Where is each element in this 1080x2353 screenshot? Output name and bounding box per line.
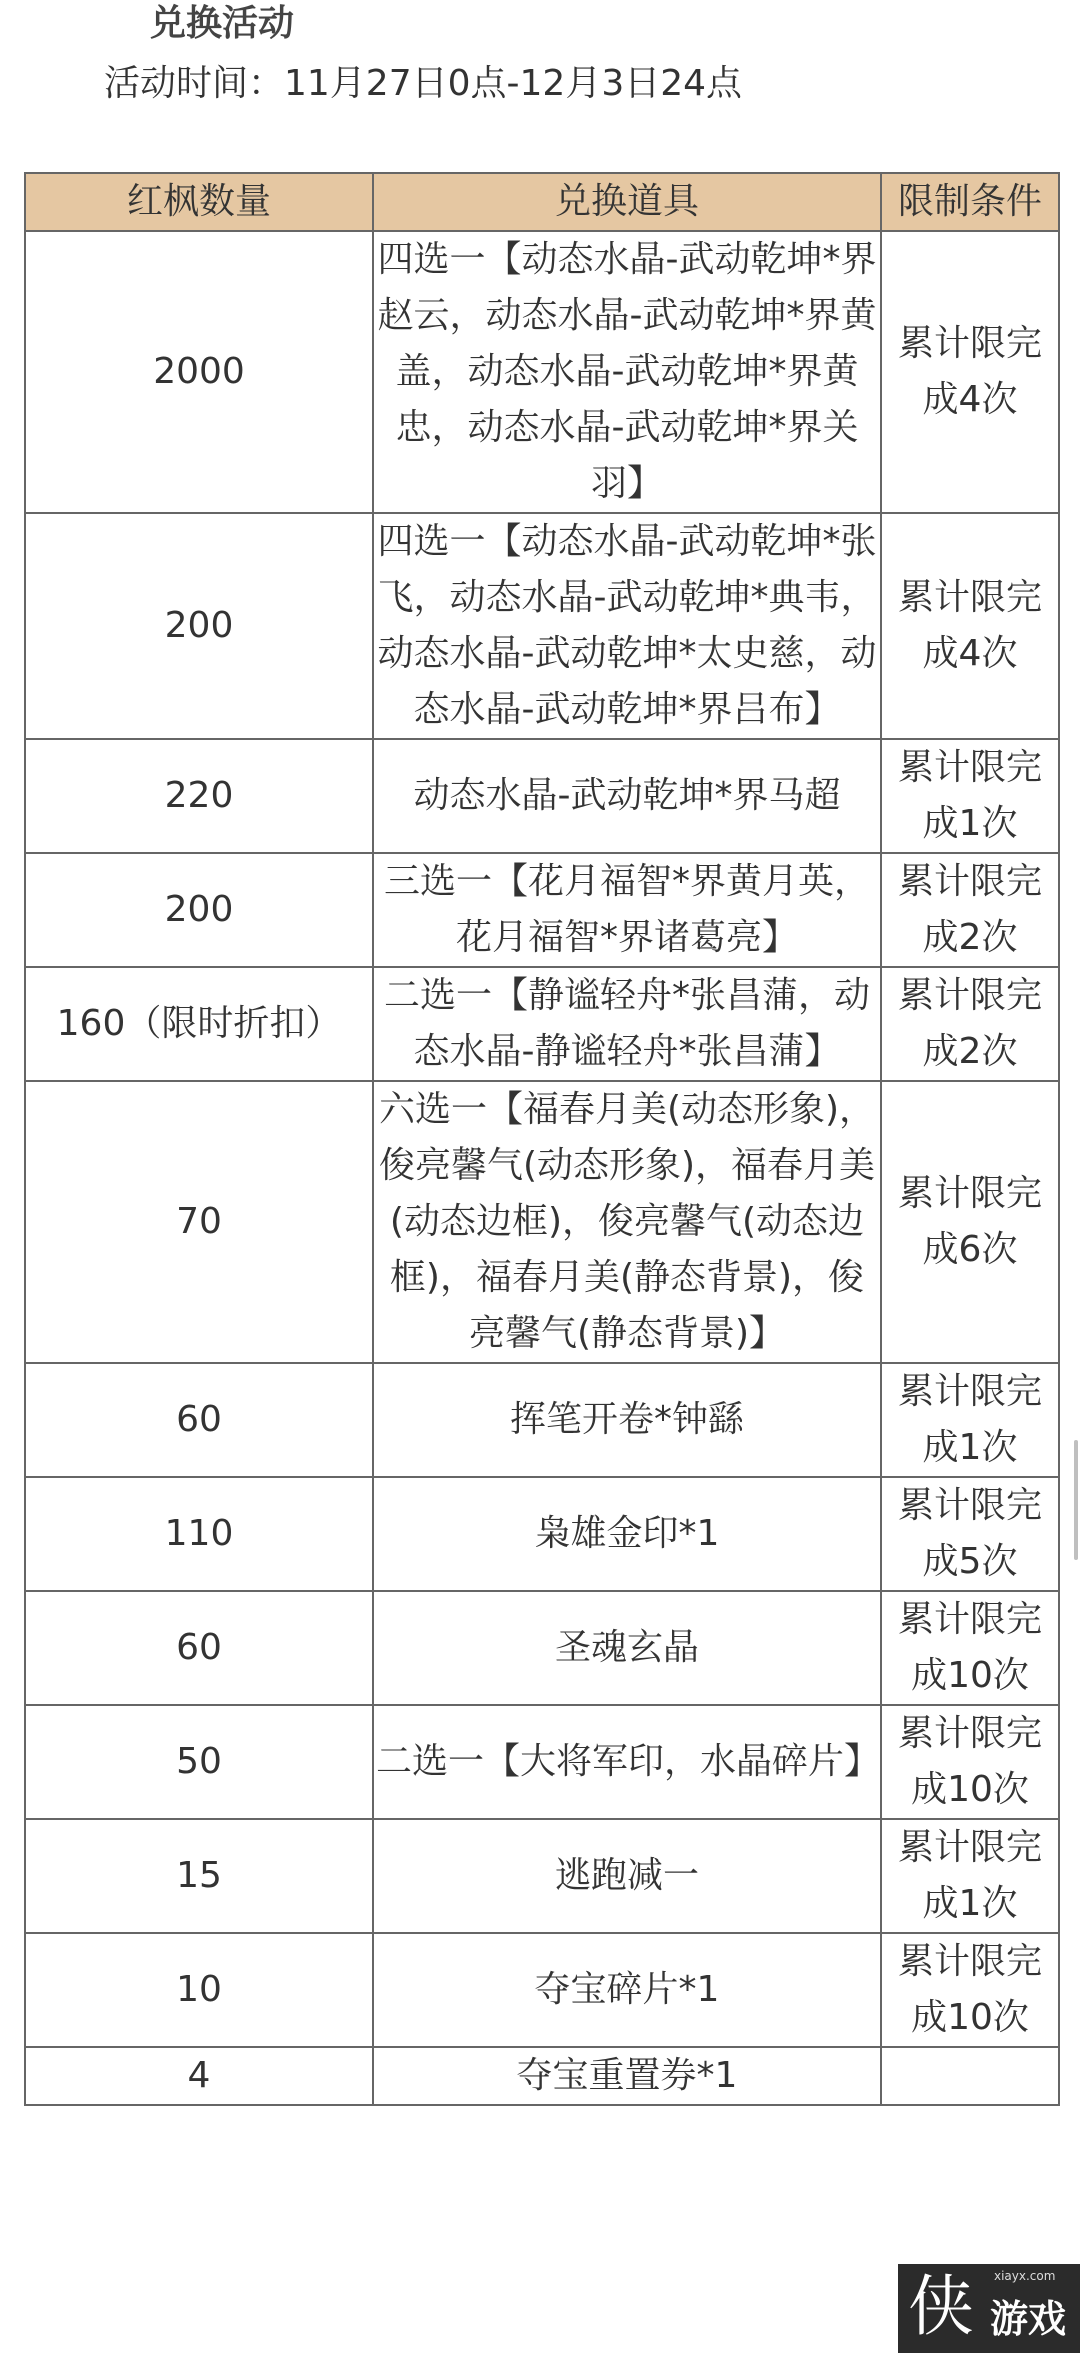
- cell-limit: [881, 2047, 1059, 2105]
- cell-quantity: 15: [25, 1819, 373, 1933]
- cell-limit: 累计限完成10次: [881, 1933, 1059, 2047]
- table-row: [25, 1591, 1059, 1705]
- table-row: [25, 853, 1059, 967]
- cell-quantity: 200: [25, 513, 373, 739]
- cell-quantity: 220: [25, 739, 373, 853]
- cell-limit: 累计限完成1次: [881, 1363, 1059, 1477]
- cell-quantity: 160（限时折扣）: [25, 967, 373, 1081]
- table-row: [25, 513, 1059, 739]
- scrollbar[interactable]: [1074, 1440, 1078, 1560]
- watermark-logo: [898, 2264, 1080, 2353]
- cell-quantity: 60: [25, 1363, 373, 1477]
- activity-time: 活动时间：11月27日0点-12月3日24点: [104, 63, 743, 104]
- cell-item: 六选一【福春月美(动态形象)，俊亮馨气(动态形象)，福春月美(动态边框)，俊亮馨气(动态边框)，福春月美(静态背景)，俊亮馨气(静态背景)】: [373, 1081, 881, 1363]
- table-row: [25, 2047, 1059, 2105]
- table-header-row: [25, 173, 1059, 231]
- cell-item: 夺宝碎片*1: [373, 1933, 881, 2047]
- header-quantity: 红枫数量: [25, 173, 373, 231]
- table-row: [25, 1363, 1059, 1477]
- cell-quantity: 200: [25, 853, 373, 967]
- table-row: [25, 739, 1059, 853]
- header-item: 兑换道具: [373, 173, 881, 231]
- cell-quantity: 50: [25, 1705, 373, 1819]
- cell-item: 圣魂玄晶: [373, 1591, 881, 1705]
- cell-limit: 累计限完成2次: [881, 853, 1059, 967]
- cell-item: 三选一【花月福智*界黄月英，花月福智*界诸葛亮】: [373, 853, 881, 967]
- cell-item: 动态水晶-武动乾坤*界马超: [373, 739, 881, 853]
- exchange-table: [24, 172, 1060, 2106]
- table-row: [25, 1933, 1059, 2047]
- cell-quantity: 10: [25, 1933, 373, 2047]
- cell-limit: 累计限完成10次: [881, 1705, 1059, 1819]
- cell-limit: 累计限完成2次: [881, 967, 1059, 1081]
- cell-limit: 累计限完成5次: [881, 1477, 1059, 1591]
- cell-item: 二选一【大将军印，水晶碎片】: [373, 1705, 881, 1819]
- cell-limit: 累计限完成1次: [881, 739, 1059, 853]
- table-row: [25, 967, 1059, 1081]
- cell-limit: 累计限完成4次: [881, 513, 1059, 739]
- cell-item: 挥笔开卷*钟繇: [373, 1363, 881, 1477]
- cell-limit: 累计限完成10次: [881, 1591, 1059, 1705]
- watermark-site: xiayx.com: [994, 2269, 1056, 2283]
- cell-quantity: 70: [25, 1081, 373, 1363]
- cell-item: 二选一【静谧轻舟*张昌蒲，动态水晶-静谧轻舟*张昌蒲】: [373, 967, 881, 1081]
- watermark-glyph: 侠: [908, 2268, 974, 2345]
- cell-limit: 累计限完成4次: [881, 231, 1059, 513]
- cell-quantity: 4: [25, 2047, 373, 2105]
- table-row: [25, 231, 1059, 513]
- table-row: [25, 1819, 1059, 1933]
- cell-limit: 累计限完成6次: [881, 1081, 1059, 1363]
- cell-item: 四选一【动态水晶-武动乾坤*张飞，动态水晶-武动乾坤*典韦，动态水晶-武动乾坤*太史慈，动态水晶-武动乾坤*界吕布】: [373, 513, 881, 739]
- cell-item: 夺宝重置券*1: [373, 2047, 881, 2105]
- watermark-text: 游戏: [990, 2297, 1067, 2341]
- cell-quantity: 60: [25, 1591, 373, 1705]
- cell-item: 逃跑减一: [373, 1819, 881, 1933]
- header-limit: 限制条件: [881, 173, 1059, 231]
- table-row: [25, 1705, 1059, 1819]
- cell-limit: 累计限完成1次: [881, 1819, 1059, 1933]
- table-row: [25, 1477, 1059, 1591]
- page-title: 兑换活动: [150, 3, 295, 44]
- cell-quantity: 2000: [25, 231, 373, 513]
- cell-quantity: 110: [25, 1477, 373, 1591]
- cell-item: 枭雄金印*1: [373, 1477, 881, 1591]
- table-row: [25, 1081, 1059, 1363]
- cell-item: 四选一【动态水晶-武动乾坤*界赵云，动态水晶-武动乾坤*界黄盖，动态水晶-武动乾坤*界黄忠，动态水晶-武动乾坤*界关羽】: [373, 231, 881, 513]
